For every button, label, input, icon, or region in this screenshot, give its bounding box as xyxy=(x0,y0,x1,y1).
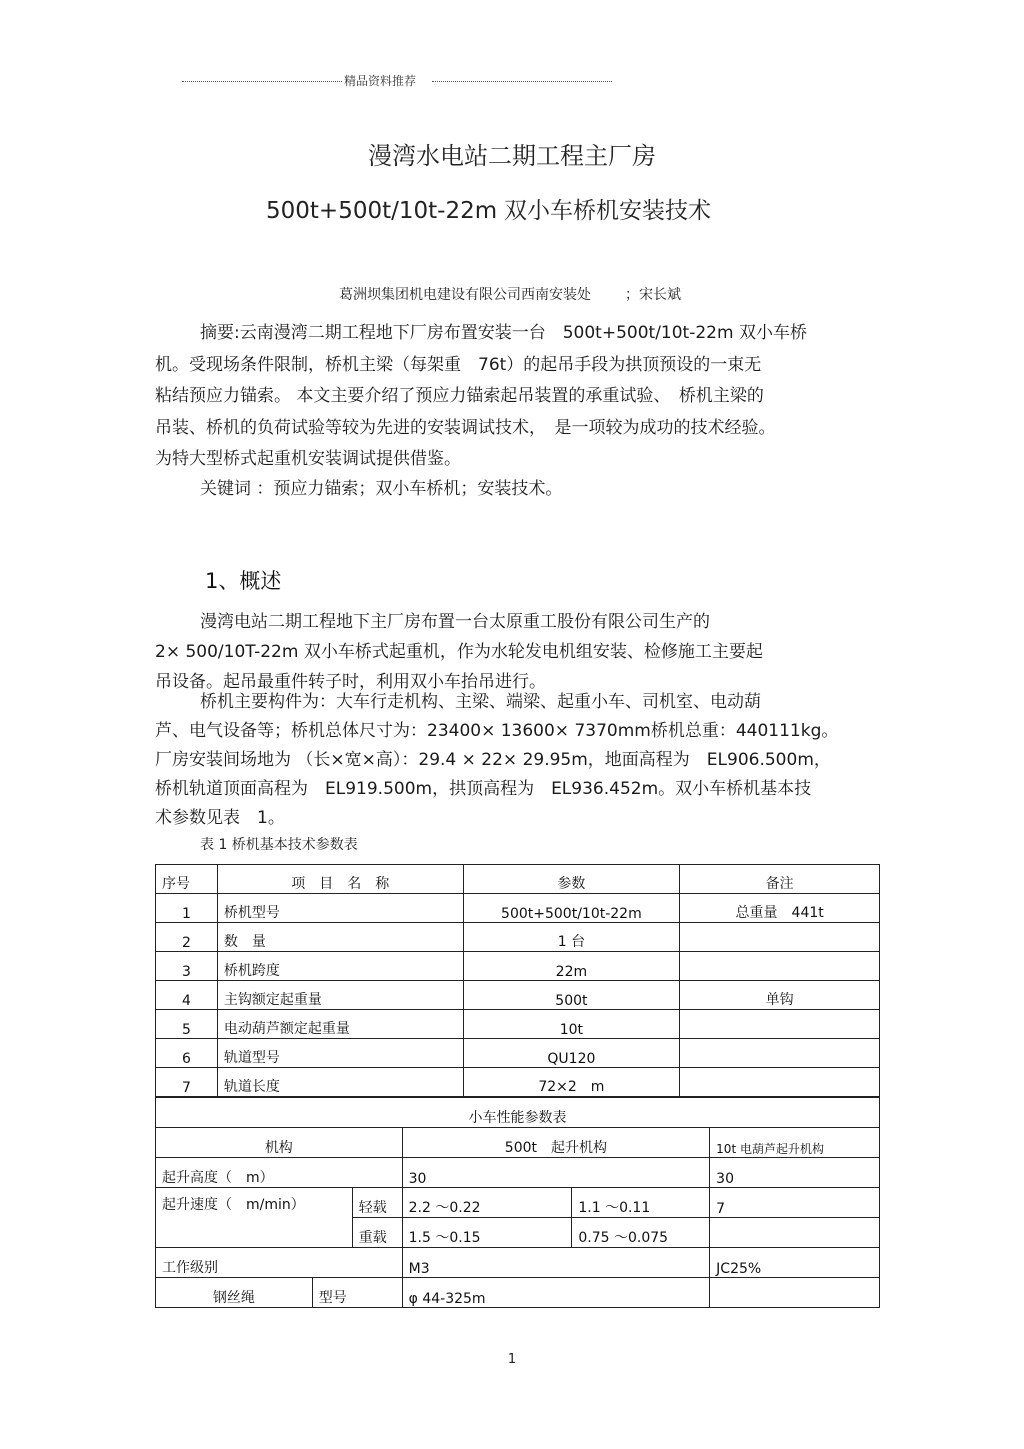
keywords-text: 关键词 ：预应力锚索；双小车桥机；安装技术。 xyxy=(200,479,563,499)
table-cell: 4 xyxy=(156,981,218,1010)
title-subject: 双小车桥机安装技术 xyxy=(504,198,711,224)
table-cell: 1 台 xyxy=(463,923,680,952)
crane-parameters-table xyxy=(155,864,880,1097)
table-row xyxy=(156,1158,880,1188)
table-cell: 1.1 ～0.11 xyxy=(572,1188,710,1218)
table-cell: 轨道型号 xyxy=(217,1039,463,1068)
table-cell: 0.75 ～0.075 xyxy=(572,1218,710,1248)
table-row xyxy=(156,1068,880,1097)
abstract-line: 机。受现场条件限制，桥机主梁（每架重 76t）的起吊手段为拱顶预设的一束无 xyxy=(155,354,762,375)
table-cell xyxy=(680,1068,880,1097)
table-cell xyxy=(680,952,880,981)
table-row xyxy=(156,981,880,1010)
keywords xyxy=(155,474,875,506)
table-cell: 工作级别 xyxy=(156,1248,403,1278)
table-cell: 1.5 ～0.15 xyxy=(402,1218,572,1248)
abstract-line: 摘要:云南漫湾二期工程地下厂房布置安装一台 500t+500t/10t-22m 双小车桥 xyxy=(200,323,807,343)
table-cell: 500t xyxy=(463,981,680,1010)
table-cell: 7 xyxy=(156,1068,218,1097)
table-row xyxy=(156,1010,880,1039)
header-cell: 备注 xyxy=(680,865,880,894)
table-cell: 5 xyxy=(156,1010,218,1039)
abstract xyxy=(155,318,875,476)
table-cell: 轨道长度 xyxy=(217,1068,463,1097)
body-line: 芦、电气设备等；桥机总体尺寸为：23400× 13600× 7370mm桥机总重：440111kg。 xyxy=(155,721,839,741)
table-cell xyxy=(710,1218,880,1248)
header-dots-left xyxy=(182,81,342,82)
table-cell: 数 量 xyxy=(217,923,463,952)
table-cell: φ 44-325m xyxy=(402,1278,710,1308)
table-cell: 主钩额定起重量 xyxy=(217,981,463,1010)
header-cell: 项 目 名 称 xyxy=(217,865,463,894)
trolley-parameters-table xyxy=(155,1097,880,1308)
overview-paragraph-2 xyxy=(155,688,875,833)
table-row xyxy=(156,1188,880,1218)
section-heading: 1、概述 xyxy=(205,569,282,593)
author-name: ；宋长斌 xyxy=(625,287,681,303)
table-cell: JC25% xyxy=(710,1248,880,1278)
table-row xyxy=(156,1278,880,1308)
table-cell: 2.2 ～0.22 xyxy=(402,1188,572,1218)
table-cell: 10t xyxy=(463,1010,680,1039)
table-cell xyxy=(680,1039,880,1068)
table-cell: 起升速度（ m/min） xyxy=(156,1188,353,1248)
table-cell: QU120 xyxy=(463,1039,680,1068)
table-title-row xyxy=(156,1098,880,1128)
table-row xyxy=(156,1248,880,1278)
header-cell: 500t 起升机构 xyxy=(402,1128,710,1158)
body-line: 桥机轨道顶面高程为 EL919.500m，拱顶高程为 EL936.452m。双小车桥机基本技 xyxy=(155,779,812,799)
abstract-line: 粘结预应力锚索。 本文主要介绍了预应力锚索起吊装置的承重试验、 桥机主梁的 xyxy=(155,386,764,406)
table-cell: M3 xyxy=(402,1248,710,1278)
table-cell: 桥机跨度 xyxy=(217,952,463,981)
table-cell: 22m xyxy=(463,952,680,981)
table-row xyxy=(156,894,880,923)
header-cell: 参数 xyxy=(463,865,680,894)
body-line: 漫湾电站二期工程地下主厂房布置一台太原重工股份有限公司生产的 xyxy=(200,612,710,632)
header-cell: 10t 电葫芦起升机构 xyxy=(710,1128,880,1158)
page-header xyxy=(182,72,832,92)
table-cell: 3 xyxy=(156,952,218,981)
abstract-line: 为特大型桥式起重机安装调试提供借鉴。 xyxy=(155,449,461,469)
body-line: 厂房安装间场地为 （长×宽×高）：29.4 × 22× 29.95m，地面高程为 EL906.500m， xyxy=(155,750,831,770)
table-header-row xyxy=(156,865,880,894)
table-cell: 30 xyxy=(710,1158,880,1188)
abstract-line: 吊装、桥机的负荷试验等较为先进的安装调试技术， 是一项较为成功的技术经验。 xyxy=(155,417,776,438)
overview-paragraph-1 xyxy=(155,607,875,697)
table-cell: 总重量 441t xyxy=(680,894,880,923)
table-title: 小车性能参数表 xyxy=(156,1098,880,1128)
author-org: 葛洲坝集团机电建设有限公司西南安装处 xyxy=(339,287,591,303)
table-cell: 单钩 xyxy=(680,981,880,1010)
title-line-1: 漫湾水电站二期工程主厂房 xyxy=(368,142,656,170)
header-dots-right xyxy=(432,81,612,82)
table-cell xyxy=(680,923,880,952)
table-cell: 重载 xyxy=(352,1218,402,1248)
table-cell: 7 xyxy=(710,1188,880,1218)
table-cell: 72×2 m xyxy=(463,1068,680,1097)
table-cell: 30 xyxy=(402,1158,710,1188)
header-text: 精品资料推荐 xyxy=(344,74,417,88)
body-line: 吊设备。起吊最重件转子时，利用双小车抬吊进行。 xyxy=(155,672,546,692)
body-line: 2× 500/10T-22m 双小车桥式起重机，作为水轮发电机组安装、检修施工主要起 xyxy=(155,642,763,662)
table-cell: 轻载 xyxy=(352,1188,402,1218)
title-line-2 xyxy=(266,192,711,225)
table-header-row xyxy=(156,1128,880,1158)
table-cell: 2 xyxy=(156,923,218,952)
table-cell: 6 xyxy=(156,1039,218,1068)
table-caption: 表 1 桥机基本技术参数表 xyxy=(200,837,358,853)
title-model: 500t+500t/10t-22m xyxy=(266,198,498,224)
table-cell: 桥机型号 xyxy=(217,894,463,923)
table-cell: 型号 xyxy=(312,1278,402,1308)
table-row xyxy=(156,952,880,981)
table-cell: 起升高度（ m） xyxy=(156,1158,403,1188)
table-cell xyxy=(710,1278,880,1308)
table-row xyxy=(156,1039,880,1068)
page-number: 1 xyxy=(507,1352,517,1367)
table-row xyxy=(156,923,880,952)
table-cell: 电动葫芦额定起重量 xyxy=(217,1010,463,1039)
body-line: 桥机主要构件为：大车行走机构、主梁、端梁、起重小车、司机室、电动葫 xyxy=(200,692,761,712)
author-line xyxy=(339,284,681,304)
table-cell xyxy=(680,1010,880,1039)
body-line: 术参数见表 1。 xyxy=(155,808,285,828)
header-cell: 机构 xyxy=(156,1128,403,1158)
table-cell: 钢丝绳 xyxy=(156,1278,313,1308)
header-cell: 序号 xyxy=(156,865,218,894)
table-cell: 500t+500t/10t-22m xyxy=(463,894,680,923)
table-cell: 1 xyxy=(156,894,218,923)
